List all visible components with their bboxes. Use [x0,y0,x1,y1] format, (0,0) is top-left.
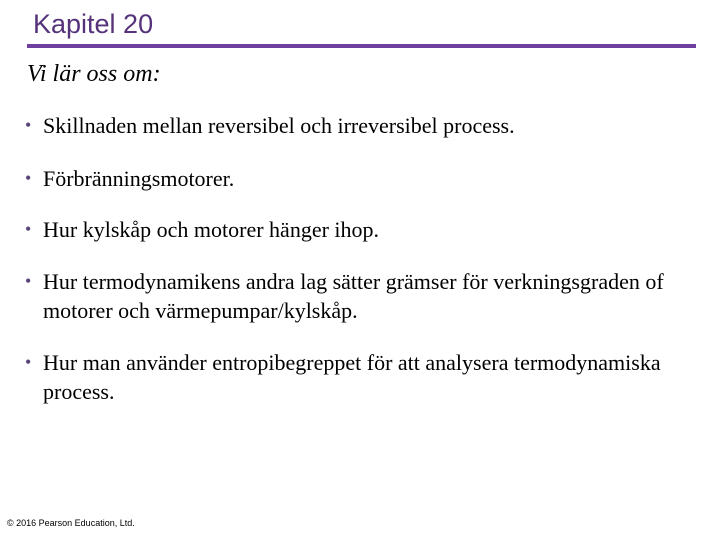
slide-subtitle: Vi lär oss om: [27,61,161,87]
bullet-dot-icon: • [25,168,32,188]
bullet-item [25,111,695,140]
copyright-notice: © 2016 Pearson Education, Ltd. [7,518,135,528]
slide-title: Kapitel 20 [33,9,154,39]
bullet-text: Hur man använder entropibegreppet för att analysera termodynamiska process. [43,350,661,404]
bullet-item [25,164,695,193]
bullet-dot-icon: • [25,115,32,135]
bullet-item [25,267,695,325]
bullet-item [25,348,695,406]
bullet-item [25,215,695,244]
bullet-dot-icon: • [25,352,32,372]
bullet-text: Förbränningsmotorer. [43,166,235,191]
bullet-dot-icon: • [25,219,32,239]
bullet-dot-icon: • [25,271,32,291]
title-underline-rule [27,44,696,48]
bullet-text: Hur termodynamikens andra lag sätter grämser för verkningsgraden of motorer och värmepumpar/kylskåp. [43,269,664,323]
bullet-text: Hur kylskåp och motorer hänger ihop. [43,217,380,242]
bullet-text: Skillnaden mellan reversibel och irreversibel process. [43,113,515,138]
